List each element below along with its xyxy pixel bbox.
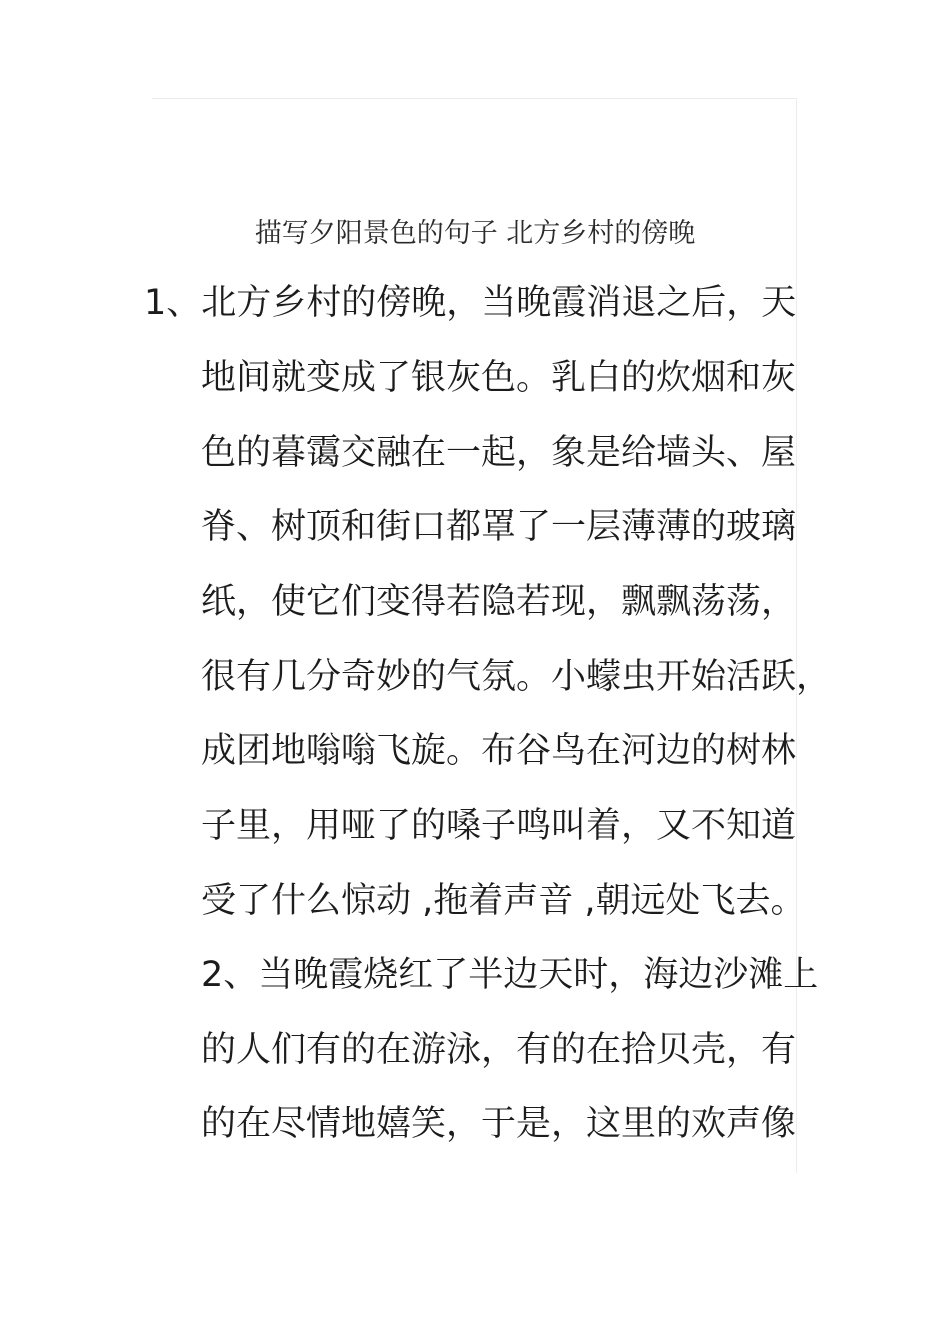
paragraph-line: 的在尽情地嬉笑，于是，这里的欢声像 (201, 1104, 797, 1144)
paragraph-line: 脊、树顶和街口都罩了一层薄薄的玻璃 (201, 507, 797, 547)
paragraph-line: 受了什么惊动 ,拖着声音 ,朝远处飞去。 (201, 881, 806, 921)
paragraph-line: 色的暮霭交融在一起，象是给墙头、屋 (201, 433, 797, 473)
paragraph-line: 很有几分奇妙的气氛。小蠓虫开始活跃， (201, 657, 832, 697)
paragraph-line: 纸，使它们变得若隐若现，飘飘荡荡， (201, 582, 797, 622)
paragraph-line: 的人们有的在游泳，有的在拾贝壳，有 (201, 1030, 797, 1070)
paragraph-line: 地间就变成了银灰色。乳白的炊烟和灰 (201, 358, 797, 398)
paragraph-line: 2、当晚霞烧红了半边天时，海边沙滩上 (201, 955, 819, 995)
page-border-top (152, 98, 797, 99)
paragraph-line: 成团地嗡嗡飞旋。布谷鸟在河边的树林 (201, 731, 797, 771)
paragraph-line: 子里，用哑了的嗓子鸣叫着，又不知道 (201, 806, 797, 846)
paragraph-line: 1、北方乡村的傍晚，当晚霞消退之后，天 (144, 283, 797, 323)
document-title: 描写夕阳景色的句子 北方乡村的傍晚 (254, 218, 696, 249)
